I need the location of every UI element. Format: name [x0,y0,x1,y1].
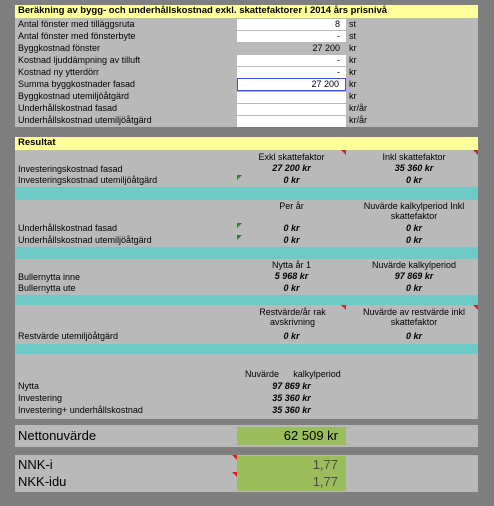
row-label-new-door-cost: Kostnad ny ytterdörr [18,67,100,77]
maint-outdoor-npv: 0 kr [405,235,422,245]
comment-marker-icon[interactable] [341,305,346,310]
result-label-residual-outdoor: Restvärde utemiljöåtgärd [18,331,119,341]
unit-label: kr [349,91,357,101]
outdoor-maintenance-field[interactable] [237,116,346,127]
comment-marker-icon[interactable] [232,472,237,477]
col-header-excl-tax: Exkl skattefaktor [258,152,325,162]
result-label-invest-outdoor: Investeringskostnad utemiljöåtgärd [18,175,158,185]
result-label-maint-outdoor: Underhållskostnad utemiljöåtgärd [18,235,152,245]
npv-label: Nettonuvärde [18,428,97,443]
result-label-investment: Investering [18,393,63,403]
windows-replacement-field[interactable]: - [237,31,346,42]
windows-extra-pane-field[interactable]: 8 [237,19,346,30]
result-label-benefit: Nytta [18,381,40,391]
invest-facade-excl: 27 200 kr [272,163,311,173]
unit-label: kr [349,67,357,77]
col-header-residual-per-year: Restvärde/år rak avskrivning [259,307,326,327]
row-label-windows-extra-pane: Antal fönster med tilläggsruta [18,19,135,29]
col-header-benefit-year1: Nytta år 1 [271,260,311,270]
comment-marker-icon[interactable] [473,150,478,155]
summary-benefit: 97 869 kr [272,381,311,391]
unit-label: kr/år [349,115,367,125]
result-label-invest-facade: Investeringskostnad fasad [18,164,123,174]
separator-band [15,187,478,200]
unit-label: st [349,31,357,41]
maint-facade-npv: 0 kr [405,223,422,233]
col-header-npv-period: Nuvärde kalkylperiod [371,260,457,270]
noise-outside-year1: 0 kr [283,283,300,293]
row-label-outdoor-maintenance: Underhållskostnad utemiljöåtgärd [18,115,152,125]
comment-marker-icon[interactable] [341,150,346,155]
results-title: Resultat [15,137,478,150]
separator-band [15,295,478,305]
row-label-air-damping-cost: Kostnad ljuddämpning av tilluft [18,55,141,65]
unit-label: kr [349,79,357,89]
row-label-facade-maintenance: Underhållskostnad fasad [18,103,118,113]
col-header-npv: Nuvärde [244,369,280,379]
comment-marker-icon[interactable] [473,305,478,310]
col-header-calc-period: kalkylperiod [293,369,341,379]
invest-outdoor-excl: 0 kr [283,175,300,185]
nnk-i-value: 1,77 [237,456,346,474]
air-damping-cost-field[interactable]: - [237,55,346,66]
noise-inside-year1: 5 968 kr [274,271,309,281]
unit-label: kr [349,55,357,65]
separator-band [15,247,478,259]
residual-per-year: 0 kr [283,331,300,341]
nnk-idu-value: 1,77 [237,473,346,491]
summary-investment: 35 360 kr [272,393,311,403]
invest-facade-incl: 35 360 kr [394,163,434,173]
input-section-title: Beräkning av bygg- och underhållskostnad exkl. skattefaktorer i 2014 års prisnivå [15,5,478,18]
noise-inside-npv: 97 869 kr [394,271,434,281]
nnk-i-label: NNK-i [18,457,53,472]
separator-band [15,344,478,354]
col-header-incl-tax: Inkl skattefaktor [382,152,446,162]
row-label-window-build-cost: Byggkostnad fönster [18,43,101,53]
maint-outdoor-per-year: 0 kr [283,235,300,245]
result-label-noise-outside: Bullernytta ute [18,283,76,293]
result-label-maint-facade: Underhållskostnad fasad [18,223,118,233]
invest-outdoor-incl: 0 kr [405,175,422,185]
maint-facade-per-year: 0 kr [283,223,300,233]
col-header-per-year: Per år [279,201,304,211]
unit-label: st [349,19,357,29]
comment-marker-icon[interactable] [232,455,237,460]
result-label-invest-maint: Investering+ underhållskostnad [18,405,143,415]
facade-build-total-cell-selected[interactable]: 27 200 [237,78,346,91]
window-build-cost-field[interactable]: 27 200 [312,43,340,53]
result-label-noise-inside: Bullernytta inne [18,272,81,282]
new-door-cost-field[interactable]: - [237,67,346,78]
row-label-windows-replacement: Antal fönster med fönsterbyte [18,31,136,41]
facade-maintenance-field[interactable] [237,104,346,115]
row-label-facade-build-total: Summa byggkostnader fasad [18,79,136,89]
unit-label: kr/år [349,103,367,113]
unit-label: kr [349,43,357,53]
row-label-outdoor-build-cost: Byggkostnad utemiljöåtgärd [18,91,130,101]
summary-invest-maint: 35 360 kr [272,405,311,415]
col-header-residual-npv: Nuvärde av restvärde inkl skattefaktor [362,307,466,327]
outdoor-build-cost-field[interactable] [237,92,346,103]
nnk-idu-label: NKK-idu [18,474,67,489]
residual-npv: 0 kr [405,331,422,341]
npv-value: 62 509 kr [237,427,346,445]
col-header-npv-incl-tax: Nuvärde kalkylperiod Inkl skattefaktor [363,201,465,221]
noise-outside-npv: 0 kr [405,283,422,293]
